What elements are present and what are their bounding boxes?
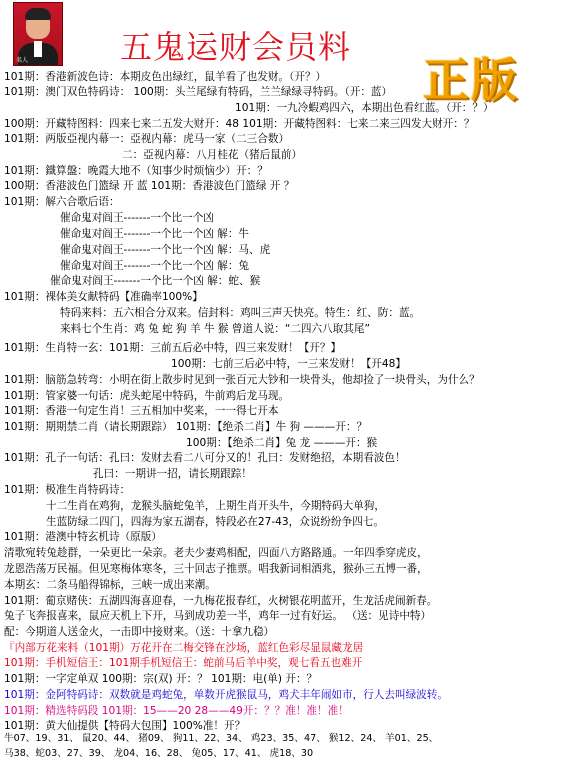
text-line: 101期：解六合歌后语： — [4, 196, 120, 208]
text-line: 催命鬼对阎王-------一个比一个凶 解：牛 — [60, 228, 250, 240]
text-line: 100期：香港波色门篮绿 开 蓝 101期：香港波色门篮绿 开 ？ — [4, 180, 295, 192]
text-line: 101期：极准生肖特码诗： — [4, 484, 131, 496]
text-line: 100期：开藏特图料：四来七来二五发大财开：48 101期：开藏特图料：七来二来三四发大财开：？ — [4, 118, 475, 130]
text-line: 牛07、19、31、 鼠20、44、 猪09、 狗11、22、34、 鸡23、35、47、 猴12、24、 羊01、25、 — [4, 733, 439, 744]
text-line: 101期：两版亞视内幕一：亞视内幕：虎马一家（二三合数） — [4, 133, 290, 145]
text-line: 101期：金阿特码诗：双数就是鸡蛇兔，单数开虎猴鼠马，鸡犬丰年闹如市，行人去叫绿波转。 — [4, 689, 448, 701]
text-line: 101期：葡京赌侠：五湖四海喜迎春，一九梅花报春红，火树银花明蓝开，生龙活虎闹新春。 — [4, 595, 438, 607]
text-line: 101期：香港新波色诗：本期皮色出绿红，鼠羊看了也发财。（开？） — [4, 71, 327, 83]
text-line: 101期：香港一句定生肖！三五相加中奖来，一一得七开本 — [4, 405, 279, 417]
text-line: 101期：黄大仙提供【特码大包围】100%准！开？ — [4, 720, 246, 732]
text-line: 孔曰：一期讲一招，请长期跟踪！ — [93, 468, 252, 480]
genuine-badge: 正版 — [423, 53, 519, 107]
text-line: 催命鬼对阎王-------一个比一个凶 解：兔 — [60, 260, 250, 272]
text-line: 101期：一九冷蝦鸡四六，本期出色看红蓝。（开：？） — [235, 102, 494, 114]
portrait-shirt — [34, 41, 42, 57]
text-line: 来料七个生肖：鸡 兔 蛇 狗 羊 牛 猴 曾道人说：“二四六八取其尾” — [60, 323, 370, 335]
text-line: 『内部万花来料（101期）万花开在二梅交锋在沙场，蓝红色彩尽显鼠藏龙居 — [4, 642, 364, 654]
text-line: 101期：脑筋急转弯：小明在街上散步时见到一张百元大钞和一块骨头，他却捡了一块骨头，为什么？ — [4, 374, 480, 386]
text-line: 二：亞视内幕：八月桂花（猪后鼠前） — [122, 149, 303, 161]
text-line: 清歌宛转兔趁群，一朵更比一朵亲。老夫少妻鸡相配，四面八方路路通。一年四季穿虎皮， — [4, 547, 428, 559]
text-line: 本期玄：二条马船得锦标，三峡一成出来潮。 — [4, 579, 216, 591]
text-line: 生蓝防绿二四门，四海为家五湖春，特段必在27-43，众说纷纷争四七。 — [46, 516, 384, 528]
page-title: 五鬼运财会员料 — [120, 28, 352, 66]
portrait-caption: 名人 — [16, 57, 29, 64]
text-line: 101期：精选特码段 101期：15——20 28——49开：？？准！准！准！ — [4, 705, 349, 717]
text-line: 101期：孔子一句话：孔曰：发财去看二八可分又的！孔曰：发财绝招，本期看波色！ — [4, 452, 406, 464]
text-line: 101期：生肖特一玄：101期：三前五后必中特，四三来发财！【开？】 — [4, 342, 342, 354]
host-portrait-photo — [13, 2, 63, 66]
text-line: 101期：裸体美女献特码【准确率100%】 — [4, 291, 203, 303]
text-line: 101期：港澳中特玄机诗（原版） — [4, 531, 162, 543]
text-line: 十二生肖在鸡狗，龙猴头脑蛇兔羊，上期生肖开头牛，今期特码大单狗， — [46, 500, 385, 512]
text-line: 101期：手机短信王：101期手机短信王：蛇前马后羊中奖，观七看五也难开 — [4, 657, 363, 669]
text-line: 101期：澳门双色特码诗： 100期：头兰尾绿有特码，兰兰绿绿寻特码。（开：蓝） — [4, 86, 393, 98]
text-line: 催命鬼对阎王-------一个比一个凶 — [60, 212, 214, 224]
text-line: 101期：期期禁二肖（请长期跟踪） 101期：【绝杀二肖】牛 狗 ———开：？ — [4, 421, 368, 433]
text-line: 马38、蛇03、27、39、 龙04、16、28、 兔05、17、41、 虎18、30 — [4, 748, 314, 759]
text-line: 兔子飞奔报喜来，鼠应天机上下开，马到成功差一半，鸡年一过有好运。 （送：见诗中特） — [4, 610, 432, 622]
text-line: 催命鬼对阎王-------一个比一个凶 解：马、虎 — [60, 244, 271, 256]
text-line: 101期：一字定单双 100期：宗(双) 开：？ 101期：电(单) 开：？ — [4, 673, 318, 685]
text-line: 催命鬼对阎王-------一个比一个凶 解：蛇、猴 — [50, 275, 261, 287]
text-line: 101期：管家婆一句话：虎头蛇尾中特码，牛前鸡后龙马现。 — [4, 390, 290, 402]
text-line: 100期：【绝杀二肖】兔 龙 ———开：猴 — [186, 437, 378, 449]
text-line: 特码来料：五六相合分双来。信封料：鸡叫三声天快亮。特生：红、防：蓝。 — [60, 307, 421, 319]
portrait-hair — [25, 8, 51, 20]
text-line: 100期：七前三后必中特，一三来发财！【开48】 — [171, 358, 406, 370]
text-line: 配：今期道人送金火，一击即中接财来。（送：十拿九稳） — [4, 626, 275, 638]
text-line: 龙恩浩荡万民福。但见寒梅体寒冬，三十回志子推票。唱我新词相酒兆，猴孙三五博一番， — [4, 563, 428, 575]
text-line: 101期：鐵算盤：晚霞大地不（知事少时烦恼少）开：？ — [4, 165, 268, 177]
